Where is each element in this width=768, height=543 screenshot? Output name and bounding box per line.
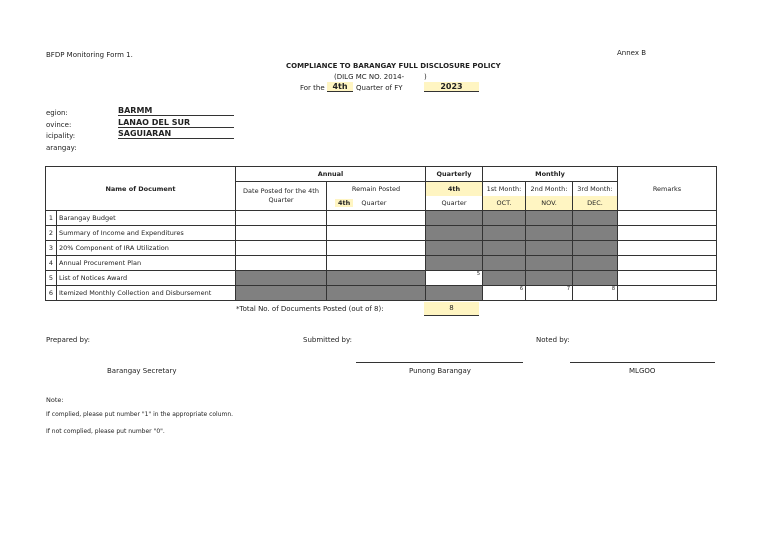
form-label: BFDP Monitoring Form 1. bbox=[46, 51, 133, 59]
quarterly-header: Quarterly bbox=[426, 167, 483, 182]
quarterly-cell bbox=[426, 211, 483, 226]
remarks-header: Remarks bbox=[618, 167, 717, 211]
row-document-name: List of Notices Award bbox=[57, 271, 236, 286]
province-label: ovince: bbox=[46, 121, 72, 129]
month2-cell bbox=[526, 241, 573, 256]
remarks-cell[interactable] bbox=[618, 271, 717, 286]
mlgoo-signature-line bbox=[570, 362, 715, 363]
month1-header: 1st Month: bbox=[483, 182, 526, 197]
document-subtitle-close: ) bbox=[424, 73, 427, 81]
row-document-name: Itemized Monthly Collection and Disbursement bbox=[57, 286, 236, 301]
document-title: COMPLIANCE TO BARANGAY FULL DISCLOSURE POLICY bbox=[286, 62, 501, 70]
remarks-cell[interactable] bbox=[618, 286, 717, 301]
month3-cell bbox=[573, 226, 618, 241]
table-row bbox=[46, 241, 717, 256]
mlgoo-label: MLGOO bbox=[629, 367, 656, 375]
table-row bbox=[46, 226, 717, 241]
quarterly-cell[interactable]: 5 bbox=[426, 271, 483, 286]
punong-signature-line bbox=[356, 362, 523, 363]
region-value[interactable]: BARMM bbox=[118, 106, 234, 116]
quarterly-cell bbox=[426, 256, 483, 271]
remain-posted-cell bbox=[327, 271, 426, 286]
month1-cell bbox=[483, 211, 526, 226]
quarterly-cell bbox=[426, 286, 483, 301]
month3-cell bbox=[573, 241, 618, 256]
month1-cell bbox=[483, 256, 526, 271]
month1-cell bbox=[483, 241, 526, 256]
note-line-1: If complied, please put number "1" in the appropriate column. bbox=[46, 411, 234, 418]
remain-posted-cell[interactable] bbox=[327, 211, 426, 226]
note-line-2: If not complied, please put number "0". bbox=[46, 428, 165, 435]
row-number: 5 bbox=[46, 271, 57, 286]
month2-value: NOV. bbox=[526, 196, 573, 211]
month1-cell bbox=[483, 271, 526, 286]
barangay-secretary-label: Barangay Secretary bbox=[107, 367, 177, 375]
barangay-value[interactable] bbox=[118, 141, 234, 150]
date-posted-cell[interactable] bbox=[236, 211, 327, 226]
month2-cell bbox=[526, 211, 573, 226]
month3-value: DEC. bbox=[573, 196, 618, 211]
barangay-label: arangay: bbox=[46, 144, 77, 152]
monthly-header: Monthly bbox=[483, 167, 618, 182]
document-subtitle: (DILG MC NO. 2014- bbox=[334, 73, 405, 81]
quarterly-cell bbox=[426, 226, 483, 241]
month3-header: 3rd Month: bbox=[573, 182, 618, 197]
remarks-cell[interactable] bbox=[618, 241, 717, 256]
remain-posted-cell bbox=[327, 286, 426, 301]
annual-header: Annual bbox=[236, 167, 426, 182]
row-number: 2 bbox=[46, 226, 57, 241]
month1-value: OCT. bbox=[483, 196, 526, 211]
province-value[interactable]: LANAO DEL SUR bbox=[118, 118, 234, 128]
quarterly-cell bbox=[426, 241, 483, 256]
remain-posted-header: Remain Posted bbox=[327, 182, 426, 197]
month3-cell bbox=[573, 211, 618, 226]
remain-quarter-label: Quarter bbox=[361, 199, 387, 207]
prepared-by-label: Prepared by: bbox=[46, 336, 90, 344]
row-document-name: Summary of Income and Expenditures bbox=[57, 226, 236, 241]
quarterly-value[interactable]: 4th bbox=[426, 182, 483, 197]
remarks-cell[interactable] bbox=[618, 256, 717, 271]
noted-by-label: Noted by: bbox=[536, 336, 570, 344]
total-value[interactable]: 8 bbox=[424, 302, 479, 316]
remain-quarter-cell bbox=[327, 196, 426, 211]
quarter-of-fy-label: Quarter of FY bbox=[356, 84, 403, 92]
row-number: 6 bbox=[46, 286, 57, 301]
table-row bbox=[46, 271, 717, 286]
remain-posted-cell[interactable] bbox=[327, 241, 426, 256]
table-row bbox=[46, 211, 717, 226]
fy-value[interactable]: 2023 bbox=[424, 82, 479, 92]
row-document-name: Annual Procurement Plan bbox=[57, 256, 236, 271]
for-the-label: For the bbox=[300, 84, 325, 92]
name-of-document-header: Name of Document bbox=[46, 167, 236, 211]
submitted-by-label: Submitted by: bbox=[303, 336, 352, 344]
row-document-name: Barangay Budget bbox=[57, 211, 236, 226]
month3-cell bbox=[573, 256, 618, 271]
remarks-cell[interactable] bbox=[618, 226, 717, 241]
month3-cell[interactable]: 8 bbox=[573, 286, 618, 301]
month2-header: 2nd Month: bbox=[526, 182, 573, 197]
remain-posted-cell[interactable] bbox=[327, 226, 426, 241]
table-row bbox=[46, 256, 717, 271]
month3-cell bbox=[573, 271, 618, 286]
month1-cell bbox=[483, 226, 526, 241]
date-posted-cell[interactable] bbox=[236, 256, 327, 271]
date-posted-cell[interactable] bbox=[236, 241, 327, 256]
remain-posted-cell[interactable] bbox=[327, 256, 426, 271]
row-number: 4 bbox=[46, 256, 57, 271]
remain-quarter-value[interactable]: 4th bbox=[335, 199, 353, 207]
month1-cell[interactable]: 6 bbox=[483, 286, 526, 301]
quarter-value[interactable]: 4th bbox=[327, 82, 353, 92]
month2-cell bbox=[526, 256, 573, 271]
row-number: 1 bbox=[46, 211, 57, 226]
table-row bbox=[46, 286, 717, 301]
remarks-cell[interactable] bbox=[618, 211, 717, 226]
row-number: 3 bbox=[46, 241, 57, 256]
municipality-value[interactable]: SAGUIARAN bbox=[118, 129, 234, 139]
month2-cell[interactable]: 7 bbox=[526, 286, 573, 301]
quarterly-label: Quarter bbox=[426, 196, 483, 211]
note-label: Note: bbox=[46, 396, 64, 404]
month2-cell bbox=[526, 271, 573, 286]
date-posted-cell bbox=[236, 271, 327, 286]
date-posted-header: Date Posted for the 4th Quarter bbox=[236, 182, 327, 211]
punong-barangay-label: Punong Barangay bbox=[409, 367, 471, 375]
region-label: egion: bbox=[46, 109, 68, 117]
date-posted-cell[interactable] bbox=[236, 226, 327, 241]
date-posted-cell bbox=[236, 286, 327, 301]
compliance-table bbox=[45, 166, 717, 301]
month2-cell bbox=[526, 226, 573, 241]
total-label: *Total No. of Documents Posted (out of 8): bbox=[236, 305, 384, 313]
row-document-name: 20% Component of IRA Utilization bbox=[57, 241, 236, 256]
annex-label: Annex B bbox=[617, 49, 647, 57]
municipality-label: icipality: bbox=[46, 132, 76, 140]
